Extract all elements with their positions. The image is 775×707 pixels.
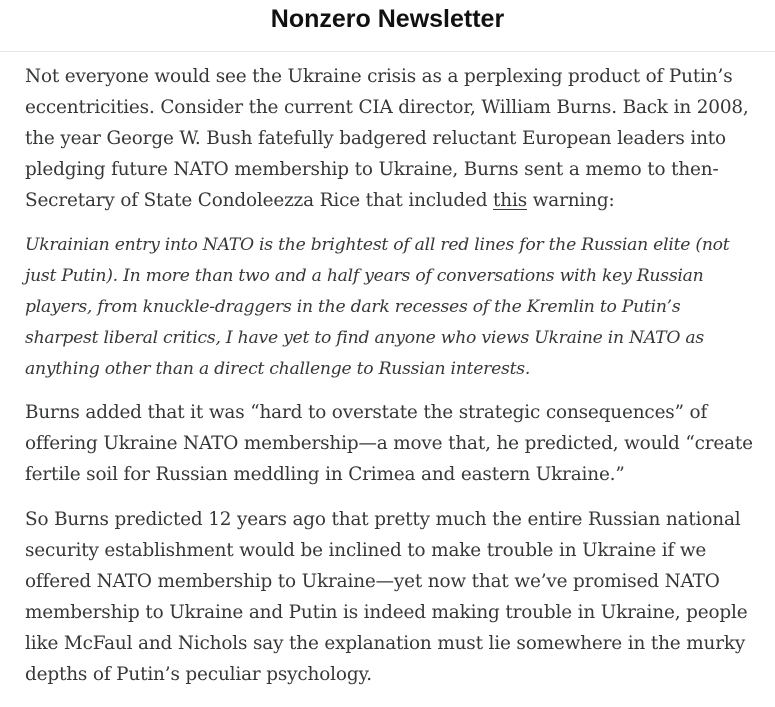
article-paragraph-1 [25, 61, 755, 216]
article-body [25, 61, 755, 704]
burns-memo-quote [25, 230, 755, 385]
newsletter-title[interactable]: Nonzero Newsletter [270, 5, 505, 33]
article-paragraph-3: So Burns predicted 12 years ago that pretty much the entire Russian national security establishment would be inclined to make trouble in Ukraine if we offered NATO membership to Ukraine—yet now that we’ve promised NATO membership to Ukraine and Putin is indeed making trouble in Ukraine, people like McFaul and Nichols say the explanation must lie somewhere in the murky depths of Putin’s peculiar psychology. [25, 509, 748, 685]
memo-link[interactable]: this [493, 190, 527, 211]
article-paragraph-2: Burns added that it was “hard to overstate the strategic consequences” of offering Ukraine NATO membership—a move that, he predicted, would “create fertile soil for Russian meddling in Crimea and eastern Ukraine.” [25, 402, 753, 485]
paragraph-1-text-before-link: Not everyone would see the Ukraine crisis as a perplexing product of Putin’s eccentricities. Consider the current CIA director, William Burns. Back in 2008, the year George W. Bush fatefully badgered reluctant European leaders into pledging future NATO membership to Ukraine, Burns sent a memo to then-Secretary of State Condoleezza Rice that included [25, 66, 749, 211]
paragraph-1-text-after-link: warning: [527, 190, 615, 211]
quote-text: Ukrainian entry into NATO is the brightest of all red lines for the Russian elite (not just Putin). In more than two and a half years of conversations with key Russian players, from knuckle-draggers in the dark recesses of the Kremlin to Putin’s sharpest liberal critics, I have yet to find anyone who views Ukraine in NATO as anything other than a direct challenge to Russian interests. [25, 235, 730, 379]
newsletter-header [0, 0, 775, 52]
